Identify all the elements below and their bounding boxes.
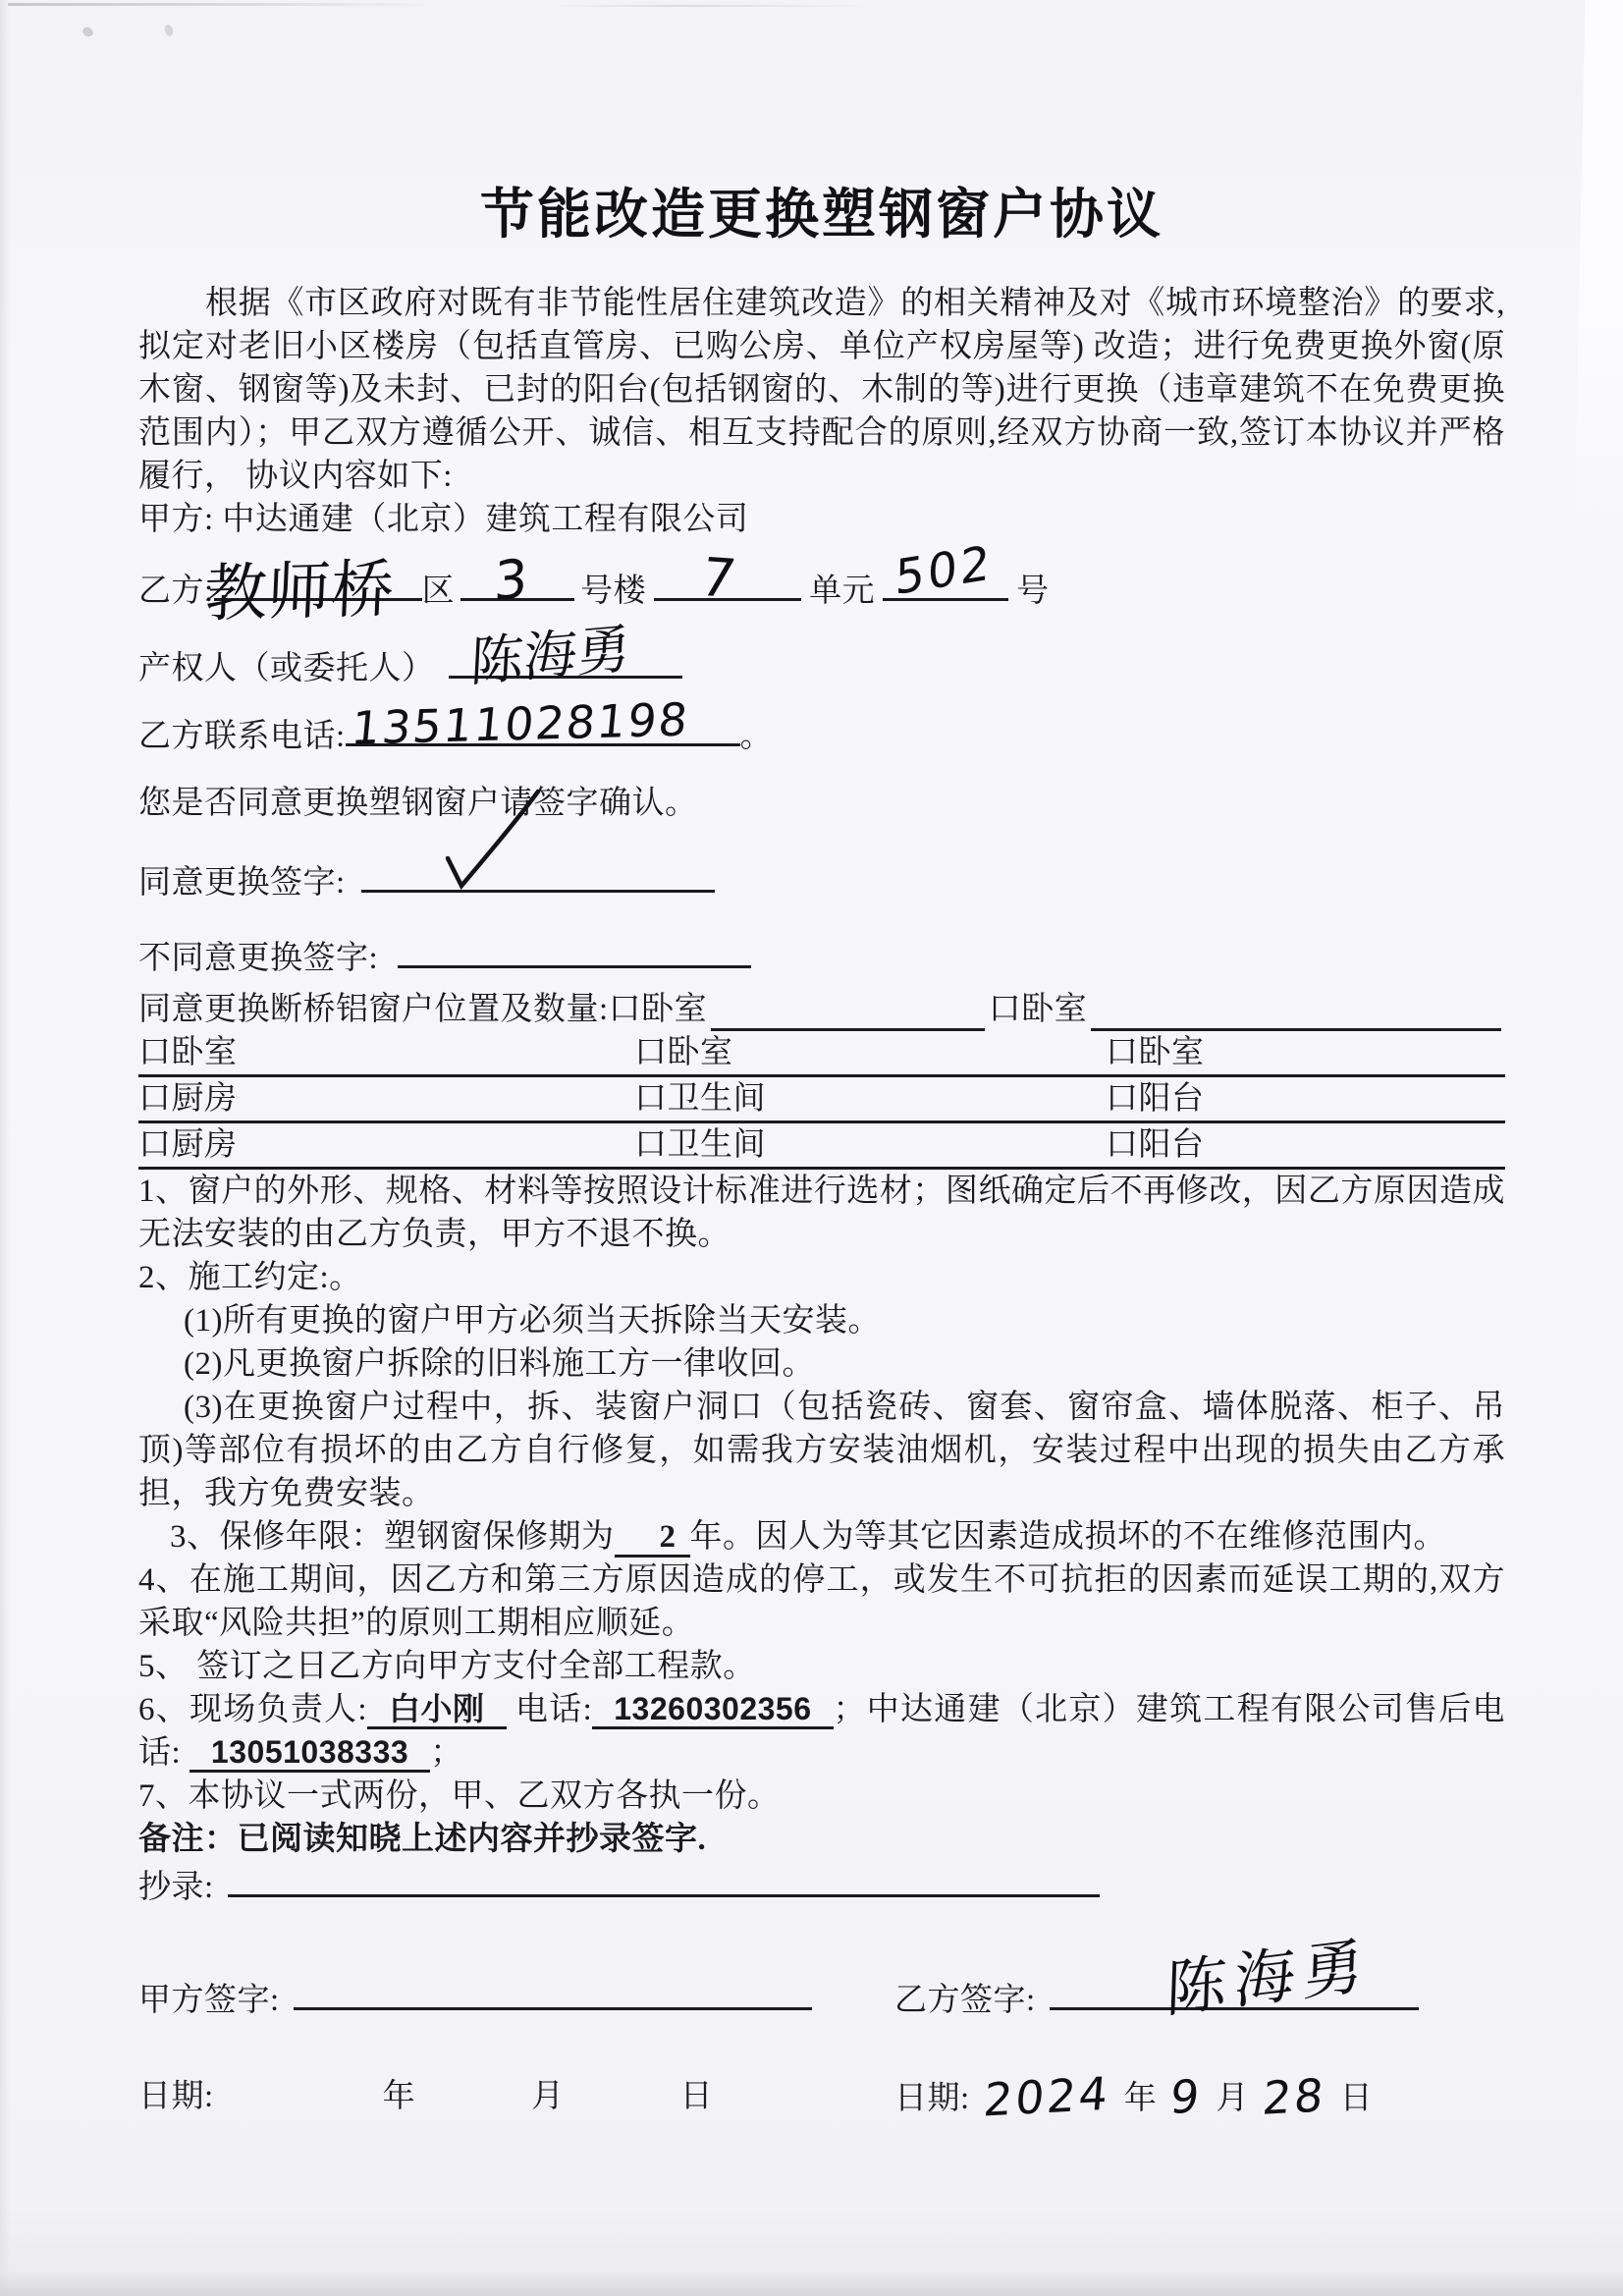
party-b-signature-label: 乙方签字: — [894, 1983, 1036, 2018]
party-b-label: 乙方: — [138, 574, 214, 609]
unit-number-blank — [654, 546, 801, 610]
transcription-blank — [228, 1861, 1100, 1897]
phone-handwriting: 13511028198 — [349, 692, 692, 755]
location-checkbox-bathroom: 口卫生间 — [634, 1081, 766, 1117]
location-checkbox-kitchen: 口厨房 — [138, 1127, 238, 1163]
party-a-signature-line — [138, 1974, 894, 2022]
agree-label: 同意更换签字: — [138, 865, 346, 901]
party-b-signature-line — [894, 1928, 1505, 2027]
party-a-value: 中达通建（北京）建筑工程有限公司 — [222, 502, 749, 537]
clause-6-prefix: 6、现场负责人: — [138, 1692, 368, 1727]
room-number-handwriting: 502 — [894, 534, 994, 607]
confirm-question: 您是否同意更换塑钢窗户请签字确认。 — [138, 786, 698, 821]
unit-label: 单元 — [809, 574, 876, 609]
party-a-date-label: 日期: — [138, 2079, 214, 2114]
month-label: 月 — [531, 2079, 565, 2114]
locations-grid — [138, 988, 1505, 1170]
owner-signature-blank — [449, 617, 682, 694]
clause-6-mid: ；中达通建（北京）建筑工程有限公司售后电话: — [138, 1692, 1506, 1771]
unit-number-handwriting: 7 — [695, 546, 741, 610]
after-sales-phone: 13051038333 — [189, 1734, 430, 1773]
party-b-signature-handwriting: 陈海勇 — [1164, 1928, 1373, 2027]
date-row — [138, 2066, 1505, 2127]
phone-blank — [346, 692, 740, 755]
room-label: 号 — [1016, 574, 1050, 609]
clause-2-item-3: (3)在更换窗户过程中，拆、装窗户洞口（包括瓷砖、窗套、窗帘盒、墙体脱落、柜子、吊顶)等部位有损坏的由乙方自行修复，如需我方安装油烟机，安装过程中出现的损失由乙方承担，我方免费安装。 — [138, 1390, 1505, 1511]
day-label: 日 — [1339, 2081, 1374, 2116]
site-manager-phone: 13260302356 — [592, 1691, 833, 1729]
signature-row — [138, 1928, 1505, 2027]
clause-2: 2、施工约定:。 — [138, 1260, 362, 1295]
building-label: 号楼 — [580, 574, 647, 609]
year-handwriting: 2024 — [981, 2066, 1113, 2127]
owner-line — [138, 617, 1505, 694]
clause-1: 1、窗户的外形、规格、材料等按照设计标准进行选材；图纸确定后不再修改，因乙方原因造成无法安装的由乙方负责，甲方不退不换。 — [138, 1174, 1505, 1252]
disagree-line — [138, 932, 1505, 980]
agree-line — [138, 856, 1505, 904]
site-manager-name: 白小刚 — [367, 1691, 507, 1729]
locations-row — [138, 988, 1505, 1031]
disagree-signature-blank — [398, 932, 751, 968]
locations-row — [138, 1031, 1505, 1077]
day-handwriting: 28 — [1260, 2068, 1328, 2125]
clause-6 — [138, 1688, 1505, 1775]
clause-3-prefix: 3、保修年限：塑钢窗保修期为 — [170, 1519, 615, 1555]
remark-line: 备注：已阅读知晓上述内容并抄录签字. — [138, 1822, 707, 1857]
year-label: 年 — [382, 2079, 416, 2114]
phone-period: 。 — [739, 719, 774, 754]
party-a-date-line — [138, 2075, 894, 2120]
location-checkbox-bedroom: 口卧室 — [634, 1035, 733, 1070]
location-checkbox-bedroom: 口卧室 — [988, 992, 1088, 1027]
party-a-label: 甲方: — [138, 502, 214, 537]
party-b-signature-blank — [1050, 1928, 1419, 2027]
party-b-date-label: 日期: — [894, 2081, 970, 2116]
party-b-date-line — [894, 2066, 1505, 2127]
locations-lead: 同意更换断桥铝窗户位置及数量: — [138, 992, 609, 1027]
location-checkbox-bathroom: 口卫生间 — [634, 1127, 766, 1163]
owner-label: 产权人（或委托人） — [138, 651, 435, 686]
building-number-handwriting: 3 — [493, 546, 530, 614]
transcription-label: 抄录: — [138, 1870, 214, 1905]
clause-2-item-2: (2)凡更换窗户拆除的旧料施工方一律收回。 — [184, 1346, 815, 1382]
community-suffix: 区 — [421, 574, 456, 609]
warranty-years-value: 2 — [615, 1519, 690, 1558]
locations-row — [138, 1077, 1505, 1123]
party-a-line — [138, 498, 1505, 541]
location-checkbox-bedroom: 口卧室 — [608, 992, 708, 1027]
clause-3-suffix: 年。因人为等其它因素造成损坏的不在维修范围内。 — [689, 1519, 1446, 1555]
phone-label: 乙方联系电话: — [138, 719, 346, 754]
location-checkbox-bedroom: 口卧室 — [138, 1035, 238, 1070]
building-number-blank — [460, 546, 574, 614]
location-checkbox-balcony: 口阳台 — [1106, 1081, 1205, 1117]
month-label: 月 — [1216, 2081, 1250, 2116]
community-blank — [202, 553, 422, 631]
paper-edge-shadow — [0, 2272, 1623, 2296]
disagree-label: 不同意更换签字: — [138, 941, 379, 976]
location-checkbox-bedroom: 口卧室 — [1106, 1035, 1205, 1070]
party-a-signature-label: 甲方签字: — [138, 1983, 280, 2018]
locations-row — [138, 1123, 1505, 1170]
day-label: 日 — [679, 2079, 714, 2114]
clause-7: 7、本协议一式两份，甲、乙双方各执一份。 — [138, 1778, 781, 1814]
clause-3 — [138, 1515, 1505, 1558]
location-quantity-blank — [1091, 999, 1501, 1031]
owner-signature-handwriting: 陈海勇 — [468, 617, 632, 694]
clause-6-end: ； — [430, 1735, 463, 1771]
location-checkbox-kitchen: 口厨房 — [138, 1081, 238, 1117]
clause-6-phone-label: 电话: — [515, 1692, 593, 1727]
room-number-blank — [883, 534, 1008, 607]
location-checkbox-balcony: 口阳台 — [1106, 1127, 1205, 1163]
party-a-signature-blank — [294, 1974, 812, 2010]
year-label: 年 — [1123, 2081, 1158, 2116]
phone-line — [138, 692, 1505, 758]
transcription-line — [138, 1861, 1505, 1909]
month-handwriting: 9 — [1167, 2068, 1205, 2125]
agree-check-mark — [412, 788, 560, 898]
community-handwriting: 教师桥 — [202, 553, 396, 631]
clause-5: 5、 签订之日乙方向甲方支付全部工程款。 — [138, 1649, 756, 1684]
clause-2-item-1: (1)所有更换的窗户甲方必须当天拆除当天安装。 — [184, 1303, 881, 1339]
agree-signature-blank — [361, 856, 715, 893]
document-title: 节能改造更换塑钢窗户协议 — [479, 184, 1163, 245]
clause-4: 4、在施工期间，因乙方和第三方原因造成的停工，或发生不可抗拒的因素而延误工期的,双方采取“风险共担”的原则工期相应顺延。 — [138, 1562, 1505, 1641]
party-b-line — [138, 534, 1505, 631]
intro-paragraph: 根据《市区政府对既有非节能性居住建筑改造》的相关精神及对《城市环境整治》的要求,拟定对老旧小区楼房（包括直管房、已购公房、单位产权房屋等) 改造；进行免费更换外窗(原木窗、钢窗等)及未封、已封的阳台(包括钢窗的、木制的等)进行更换（违章建筑不在免费更换范围内）；甲乙双方遵循公开、诚信、相互支持配合的原则,经双方协商一致,签订本协议并严格履行， 协议内容如下: — [138, 286, 1505, 494]
location-quantity-blank — [711, 999, 985, 1031]
